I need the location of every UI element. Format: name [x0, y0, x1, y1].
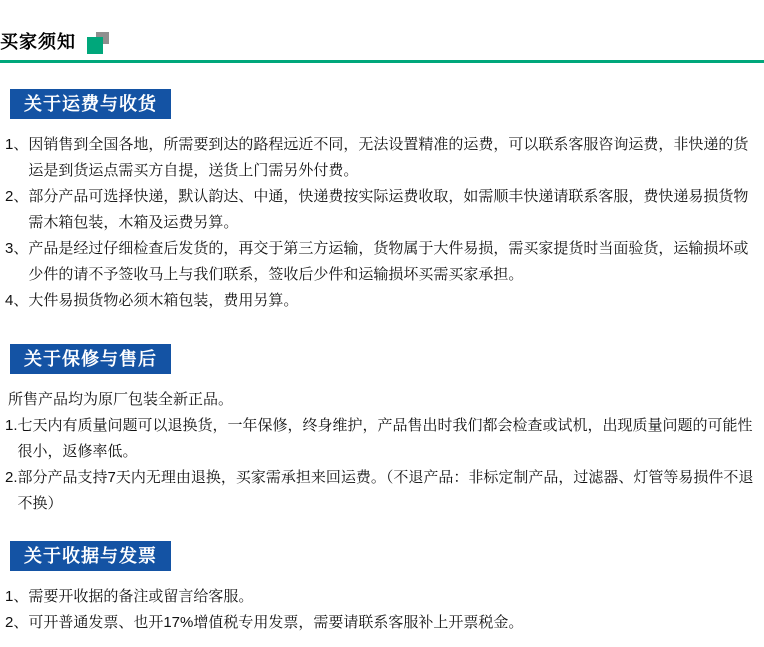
notice-item	[0, 465, 764, 517]
notice-item	[0, 413, 764, 465]
item-number: 1、	[5, 136, 29, 153]
section-intro: 所售产品均为原厂包装全新正品。	[8, 391, 234, 408]
item-number: 2、	[5, 614, 29, 631]
item-number: 1、	[5, 588, 29, 605]
notice-item	[0, 610, 764, 636]
section-body-shipping	[0, 132, 764, 314]
item-text: 七天内有质量问题可以退换货，一年保修，终身维护，产品售出时我们都会检查或试机，出现质量问题的可能性很小，返修率低。	[17, 417, 753, 460]
item-text: 部分产品可选择快递，默认韵达、中通，快递费按实际运费收取，如需顺丰快递请联系客服，费快递易损货物需木箱包装，木箱及运费另算。	[28, 188, 749, 231]
item-text: 需要开收据的备注或留言给客服。	[28, 588, 254, 605]
overlapping-squares-icon	[87, 32, 109, 54]
notice-item	[0, 288, 764, 314]
item-text: 可开普通发票、也开17%增值税专用发票，需要请联系客服补上开票税金。	[28, 614, 524, 631]
page-header	[0, 0, 764, 54]
page-title: 买家须知	[0, 32, 76, 52]
item-number: 4、	[5, 292, 29, 309]
notice-item	[0, 584, 764, 610]
green-square-icon-part	[87, 37, 103, 54]
item-text: 大件易损货物必须木箱包装，费用另算。	[28, 292, 299, 309]
item-number: 2、	[5, 188, 29, 205]
section-heading-shipping: 关于运费与收货	[10, 89, 171, 119]
notice-item	[0, 184, 764, 236]
item-text: 部分产品支持7天内无理由退换，买家需承担来回运费。（不退产品：非标定制产品，过滤器、灯管等易损件不退不换）	[17, 469, 754, 512]
notice-item	[0, 132, 764, 184]
item-text: 因销售到全国各地，所需要到达的路程远近不同，无法设置精准的运费，可以联系客服咨询运费，非快递的货运是到货运点需买方自提，送货上门需另外付费。	[28, 136, 749, 179]
item-text: 产品是经过仔细检查后发货的，再交于第三方运输，货物属于大件易损，需买家提货时当面验货，运输损坏或少件的请不予签收马上与我们联系，签收后少件和运输损坏买需买家承担。	[28, 240, 749, 283]
section-body-invoice	[0, 584, 764, 636]
section-heading-warranty: 关于保修与售后	[10, 344, 171, 374]
item-number: 1.	[5, 417, 18, 434]
item-number: 3、	[5, 240, 29, 257]
notice-item	[0, 236, 764, 288]
section-body-warranty	[0, 387, 764, 517]
section-heading-invoice: 关于收据与发票	[10, 541, 171, 571]
item-number: 2.	[5, 469, 18, 486]
